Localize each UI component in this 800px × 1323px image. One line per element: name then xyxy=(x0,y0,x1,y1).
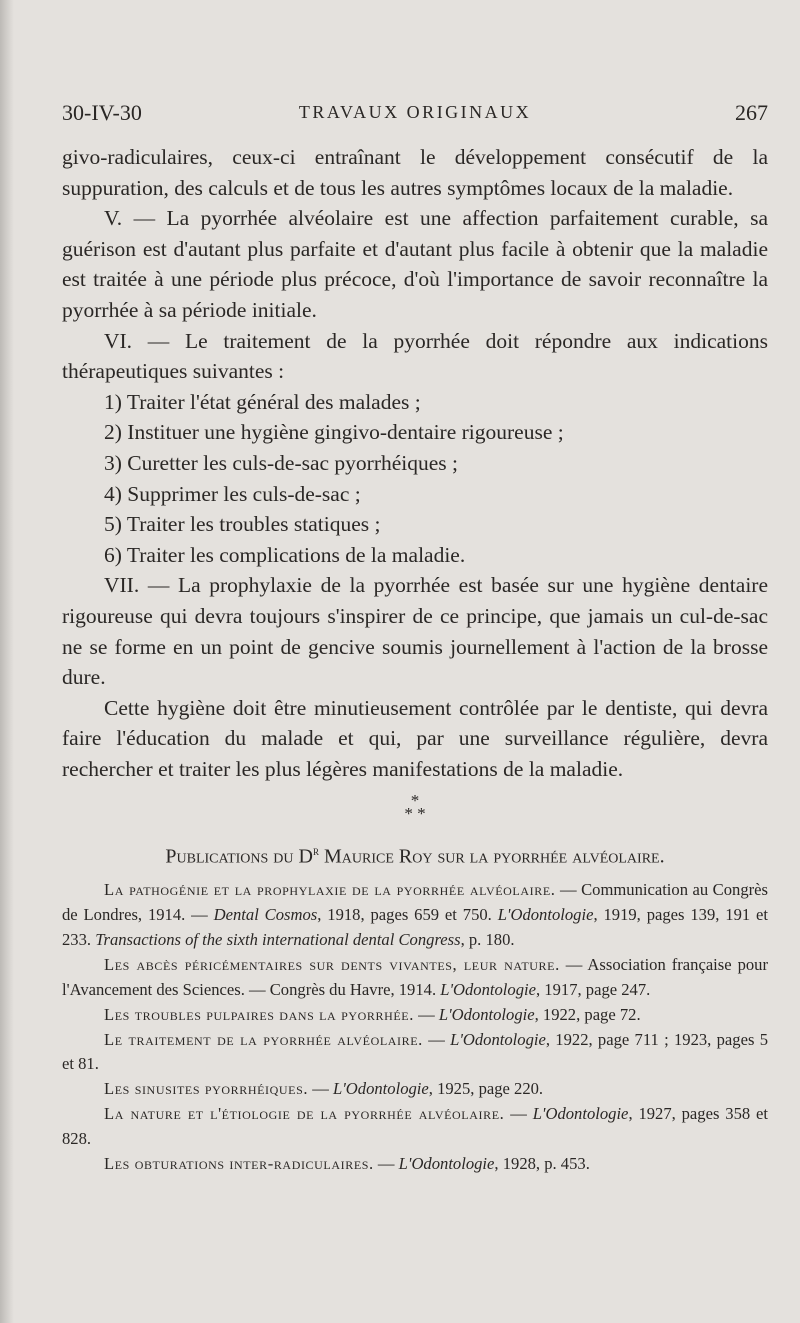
publications-heading-text-end: Maurice Roy sur la pyorrhée alvéolaire. xyxy=(318,846,665,869)
publication-text: , 1918, pages 659 et 750. xyxy=(317,905,498,925)
header-section-title: TRAVAUX ORIGINAUX xyxy=(298,102,532,122)
paragraph-v: V. — La pyorrhée alvéolaire est une affection parfaitement curable, sa guérison est d'autant plus parfaite et d'autant plus facile à obtenir que la maladie est traitée à une période plus précoce, d'où l'importance de savoir reconnaître la pyorrhée à sa période initiale. xyxy=(62,206,768,322)
list-item: 2) Instituer une hygiène gingivo-dentaire rigoureuse ; xyxy=(104,420,564,445)
publication-entry xyxy=(62,1102,768,1152)
list-item: 4) Supprimer les culs-de-sac ; xyxy=(104,481,361,506)
paragraph-hygiene: Cette hygiène doit être minutieusement contrôlée par le dentiste, qui devra faire l'éducation du malade et qui, par une surveillance régulière, devra rechercher et traiter les plus légères manifestations de la maladie. xyxy=(62,695,768,781)
page-number: 267 xyxy=(735,100,768,125)
publication-text: — xyxy=(413,1004,439,1024)
article-body xyxy=(62,142,768,1177)
publications-heading xyxy=(62,838,768,870)
publication-title: Les troubles pulpaires dans la pyorrhée. xyxy=(104,1004,414,1024)
publication-text: , 1928, p. 453. xyxy=(494,1154,590,1174)
publications-list xyxy=(62,878,768,1177)
journal-name: L'Odontologie xyxy=(440,979,536,999)
journal-name: Transactions of the sixth international dental Congress xyxy=(95,929,461,949)
publication-text: , 1917, page 247. xyxy=(536,979,651,999)
publication-entry xyxy=(62,1152,768,1177)
publication-entry xyxy=(62,1077,768,1102)
publication-entry xyxy=(62,1003,768,1028)
journal-name: L'Odontologie xyxy=(497,905,594,925)
publication-text: — xyxy=(308,1079,334,1099)
journal-name: L'Odontologie xyxy=(438,1004,535,1024)
publication-text: , 1919, pages 139, 191 et 233. xyxy=(62,905,769,949)
publication-text: — Communication au Congrès de Londres, 1914. — xyxy=(62,880,768,925)
asterism-divider: * * * xyxy=(404,791,426,824)
publication-entry xyxy=(62,1028,768,1078)
publication-title: Le traitement de la pyorrhée alvéolaire. xyxy=(104,1029,423,1049)
publication-text: , 1927, pages 358 et 828. xyxy=(62,1104,768,1149)
publication-entry xyxy=(62,878,768,953)
binding-edge xyxy=(0,0,14,1323)
journal-name: Dental Cosmos xyxy=(213,905,318,925)
publication-entry xyxy=(62,953,768,1003)
publication-text: , 1922, page 711 ; 1923, pages 5 et 81. xyxy=(62,1029,768,1074)
publication-title: La pathogénie et la prophylaxie de la pyorrhée alvéolaire. xyxy=(104,880,556,900)
journal-name: L'Odontologie xyxy=(398,1154,495,1174)
publication-text: — xyxy=(422,1029,451,1049)
list-item: 3) Curetter les culs-de-sac pyorrhéiques ; xyxy=(104,450,459,475)
publication-text: , 1922, page 72. xyxy=(534,1004,641,1024)
publications-heading-text: Publications du D xyxy=(165,846,313,869)
publication-text: , p. 180. xyxy=(460,929,515,949)
publication-text: — xyxy=(504,1104,533,1124)
paragraph-continuation: givo-radiculaires, ceux-ci entraînant le développement consécutif de la suppuration, des calculs et de tous les autres symptômes locaux de la maladie. xyxy=(62,145,768,200)
publication-title: Les abcès péricémentaires sur dents vivantes, leur nature. xyxy=(104,954,560,974)
publication-title: Les obturations inter-radiculaires. xyxy=(104,1154,374,1174)
running-header xyxy=(62,100,768,130)
publications-heading-superscript: r xyxy=(312,843,319,859)
journal-name: L'Odontologie xyxy=(333,1079,429,1099)
list-item: 6) Traiter les complications de la maladie. xyxy=(104,542,466,567)
paragraph-vi: VI. — Le traitement de la pyorrhée doit répondre aux indications thérapeutiques suivantes : xyxy=(62,328,768,384)
header-date: 30-IV-30 xyxy=(62,100,142,125)
publication-text: — xyxy=(373,1154,399,1174)
paragraph-vii: VII. — La prophylaxie de la pyorrhée est basée sur une hygiène dentaire rigoureuse qui devra toujours s'inspirer de ce principe, que jamais un cul-de-sac ne se forme en un point de gencive soumis journellement à l'action de la brosse dure. xyxy=(62,573,768,690)
list-item: 5) Traiter les troubles statiques ; xyxy=(104,512,381,537)
publication-title: Les sinusites pyorrhéiques. xyxy=(104,1079,309,1099)
publication-text: — Association française pour l'Avancement des Sciences. — Congrès du Havre, 1914. xyxy=(62,954,768,999)
publication-title: La nature et l'étiologie de la pyorrhée alvéolaire. xyxy=(104,1104,505,1124)
journal-name: L'Odontologie xyxy=(532,1104,629,1124)
list-item: 1) Traiter l'état général des malades ; xyxy=(104,389,421,414)
publication-text: , 1925, page 220. xyxy=(428,1079,544,1099)
journal-name: L'Odontologie xyxy=(450,1029,546,1049)
